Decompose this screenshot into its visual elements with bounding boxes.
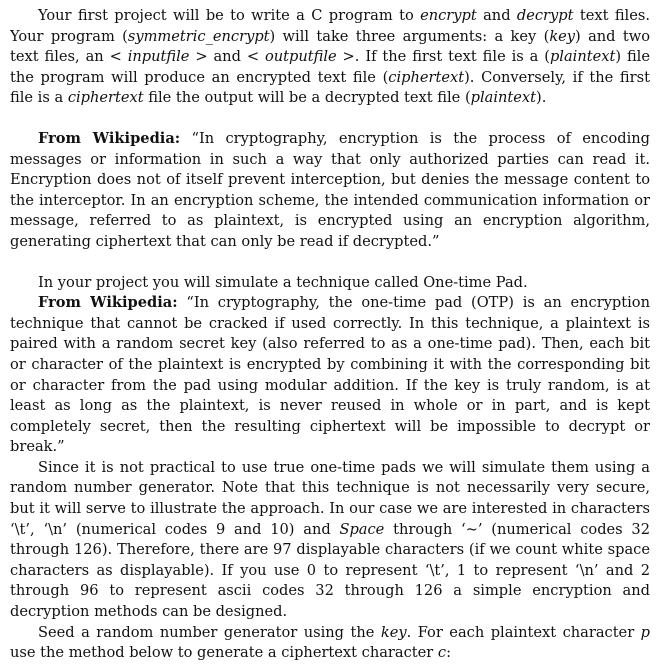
text-run: file the output will be a decrypted text file ( — [143, 89, 471, 107]
text-run: ) file the program will produce an encrypted text file ( — [10, 48, 650, 86]
text-run: ). — [536, 89, 547, 107]
term-key: key — [380, 623, 407, 641]
text-run: text files. Your program ( — [10, 7, 650, 45]
text-run: and — [476, 7, 517, 24]
quote-source-label: From Wikipedia: — [38, 294, 178, 312]
text-run: . For each plaintext character — [406, 623, 641, 641]
term-encrypt: encrypt — [420, 7, 477, 24]
text-run: Your first project will be to write a C program to — [38, 7, 421, 24]
text-run: Since it is not practical to use true one-time pads we will simulate them using a random number generator. Note that this technique is not necessarily very secure, but it will serve to illustrate the approach. In our case we are interested in characters ‘\t’, ‘\n’ (numerical codes 9 and 10) and — [10, 458, 650, 538]
text-run: . If the first text file is a ( — [354, 48, 550, 66]
text-run: through ‘~’ (numerical codes 32 through 126). Therefore, there are 97 displayable characters (if we count white space characters as displayable). If you use 0 to represent ‘\t’, 1 to represent ‘\n’ and 2 through 96 to represent ascii codes 32 through 126 a simple encryption and decryption methods can be designed. — [10, 520, 650, 621]
quote-body: “In cryptography, the one-time pad (OTP) is an encryption technique that cannot be cracked if used correctly. In this technique, a plaintext is paired with a random secret key (also referred to as a one-time pad). Then, each bit or character of the plaintext is encrypted by combining it with the corresponding bit or character from the pad using modular addition. If the key is truly random, is at least as long as the plaintext, is never reused in whole or in part, and is kept completely secret, then the resulting ciphertext will be impossible to decrypt or break.” — [10, 294, 650, 456]
one-time-pad-intro — [10, 273, 650, 294]
term-ciphertext: ciphertext — [388, 68, 465, 86]
term-space: Space — [339, 520, 385, 538]
term-plaintext: plaintext — [549, 48, 616, 66]
var-p: p — [640, 623, 650, 641]
program-name: symmetric_encrypt — [127, 27, 270, 45]
text-run: ). Conversely, if the first file is a — [10, 68, 650, 107]
text-run: ) will take three arguments: a key ( — [269, 27, 550, 45]
random-generator-paragraph — [10, 458, 650, 623]
term-decrypt: decrypt — [516, 7, 574, 24]
document-page — [10, 6, 650, 664]
seed-paragraph — [10, 623, 650, 664]
var-c: c — [437, 644, 447, 662]
term-plaintext: plaintext — [470, 89, 537, 107]
quote-body: “In cryptography, encryption is the process of encoding messages or information in such a way that only authorized parties can read it. Encryption does not of itself prevent interception, but denies the message content to the interceptor. In an encryption scheme, the intended communication information or message, referred to as plaintext, is encrypted using an encryption algorithm, generating ciphertext that can only be read if decrypted.” — [10, 129, 650, 250]
quote-source-label: From Wikipedia: — [38, 129, 181, 147]
text-run: : — [446, 644, 452, 662]
text-run: use the method below to generate a ciphertext character — [10, 644, 438, 662]
text-run: and — [207, 48, 247, 66]
wikipedia-otp-quote — [10, 293, 650, 458]
text-run: Seed a random number generator using the — [38, 623, 381, 641]
text-run: In your project you will simulate a technique called One-time Pad. — [38, 273, 528, 291]
input-file-arg: < inputfile > — [109, 48, 208, 66]
text-run: ) and two text files, an — [10, 27, 650, 66]
wikipedia-encryption-quote — [10, 129, 650, 253]
output-file-arg: < outputfile > — [246, 48, 355, 66]
intro-paragraph — [10, 6, 650, 109]
term-key: key — [549, 27, 576, 45]
term-ciphertext: ciphertext — [67, 89, 144, 107]
